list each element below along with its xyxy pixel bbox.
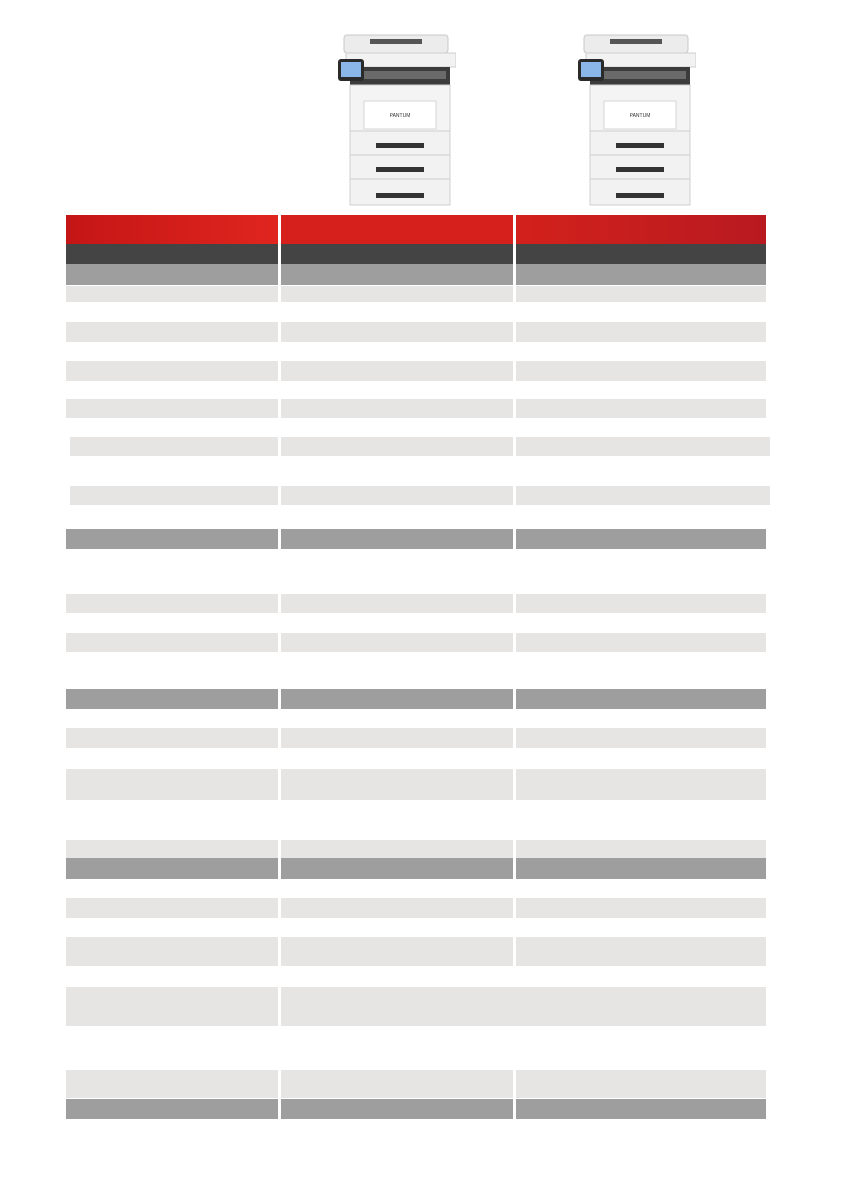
- printer-illustration: [576, 33, 696, 207]
- header-cell: [516, 215, 766, 244]
- table-row: [0, 286, 842, 302]
- table-row: [0, 361, 842, 381]
- table-row: [0, 937, 842, 966]
- table-row: [0, 437, 842, 456]
- printer-logo: PANTUM: [389, 113, 411, 119]
- table-row: [0, 594, 842, 613]
- table-row: [0, 633, 842, 652]
- table-header-row: [0, 215, 842, 244]
- section-header-row: [0, 264, 842, 285]
- header-cell: [281, 215, 513, 244]
- section-header-row: [0, 858, 842, 879]
- section-header-row: [0, 1099, 842, 1119]
- table-row: [0, 987, 842, 1026]
- table-row: [0, 769, 842, 800]
- table-row: [0, 399, 842, 418]
- table-row: [0, 1070, 842, 1098]
- table-row: [0, 322, 842, 342]
- table-row: [0, 840, 842, 858]
- table-row: [0, 486, 842, 505]
- printer-illustration: [336, 33, 456, 207]
- product-image-left: [336, 33, 456, 207]
- product-image-right: [576, 33, 696, 207]
- printer-logo: PANTUM: [629, 113, 651, 119]
- section-header-row: [0, 529, 842, 549]
- header-cell: [66, 215, 278, 244]
- section-header-row: [0, 689, 842, 709]
- table-row: [0, 898, 842, 918]
- table-row: [0, 728, 842, 748]
- section-header-row: [0, 244, 842, 264]
